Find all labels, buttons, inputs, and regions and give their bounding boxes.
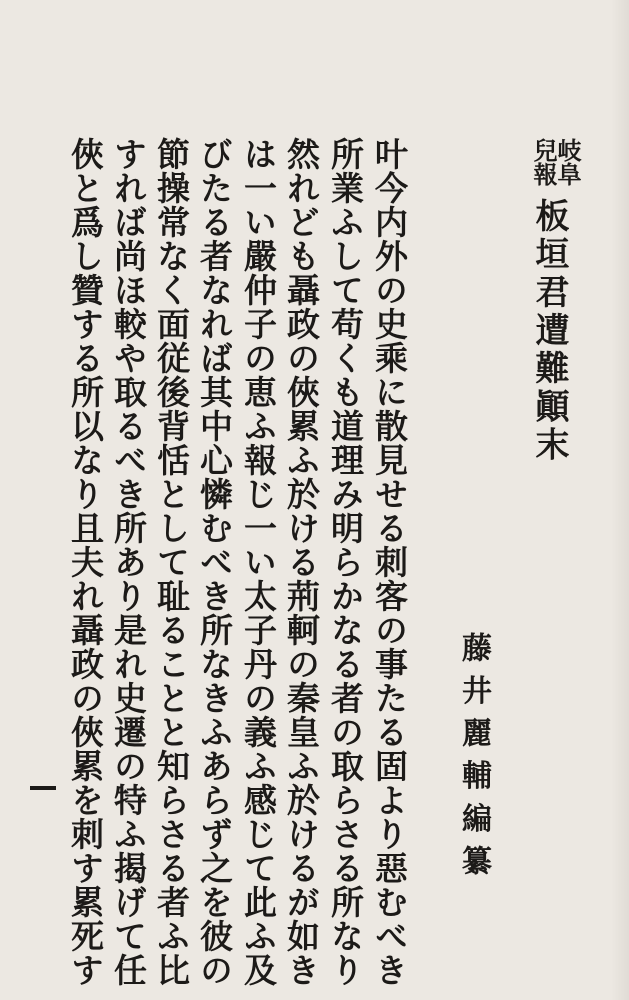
body-column-1: 叶今内外の史乘に散見せる刺客の事たる固より惡むべき <box>370 137 409 987</box>
body-column-3: 然れども聶政の俠累ふ於ける荊軻の秦皇ふ於けるが如き <box>282 137 321 987</box>
body-column-5: びたる者なれば其中心憐むべき所なきふあらず之を彼の <box>195 137 234 987</box>
body-column-6: 節操常なく面従後背恬として耻ることと知らさる者ふ比 <box>152 137 191 987</box>
heading-title: 板垣君遭難顚末 <box>529 198 569 465</box>
page-edge-shadow <box>611 0 629 1000</box>
heading-prefix-line2: 兒報 <box>529 138 558 186</box>
heading-prefix-line1: 岐阜 <box>553 138 582 186</box>
page-number <box>30 786 56 790</box>
body-column-2: 所業ふして苟くも道理み明らかなる者の取らさる所なり <box>326 137 365 987</box>
body-column-7: すれば尚ほ較や取るべき所あり是れ史遷の特ふ揭げて任 <box>109 137 148 987</box>
body-column-4: は一い嚴仲子の恵ふ報じ一い太子丹の義ふ感じて此ふ及 <box>239 137 278 987</box>
body-column-8: 俠と爲し贊する所以なり且夫れ聶政の俠累を刺す累死す <box>66 137 105 987</box>
heading-author: 藤井麗輔編纂 <box>456 632 491 888</box>
